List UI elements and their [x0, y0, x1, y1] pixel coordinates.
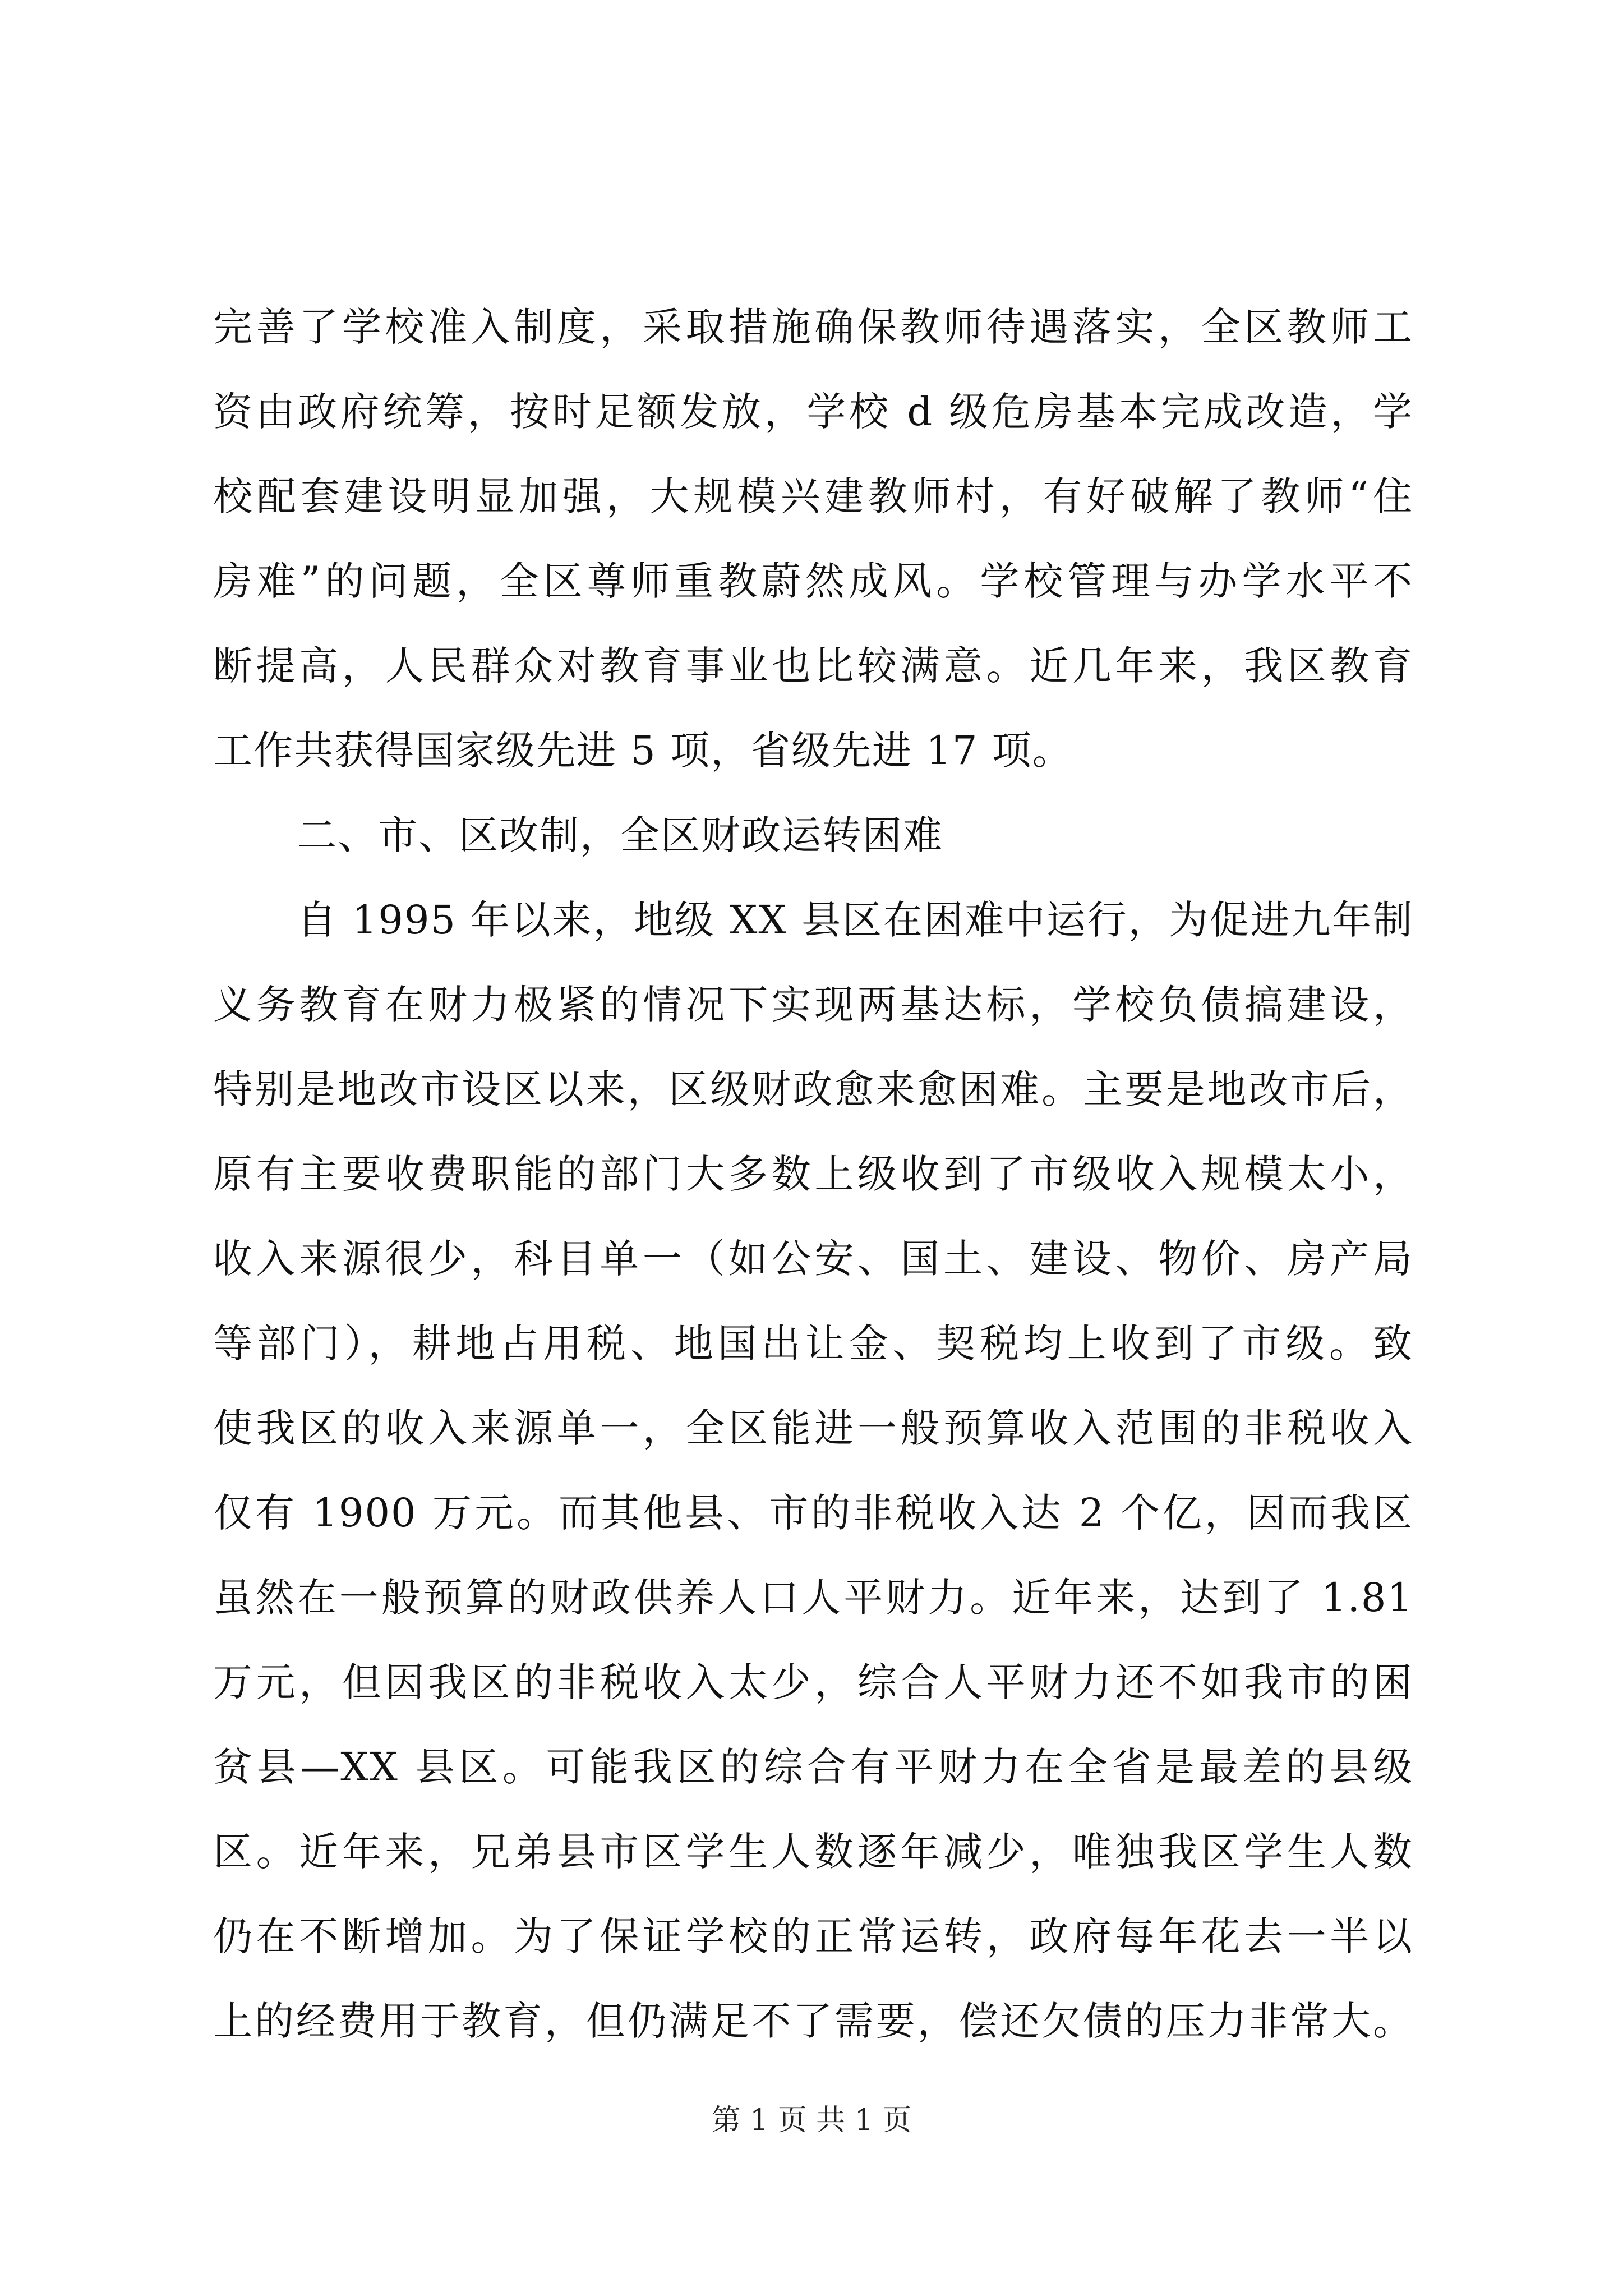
paragraph-line: 收入来源很少，科目单一（如公安、国土、建设、物价、房产局: [213, 1236, 1413, 1282]
paragraph-line: 贫县—XX 县区。可能我区的综合有平财力在全省是最差的县级: [213, 1744, 1413, 1790]
paragraph-line: 完善了学校准入制度，采取措施确保教师待遇落实，全区教师工: [213, 304, 1413, 350]
page-number-footer: 第 1 页 共 1 页: [711, 2104, 912, 2137]
section-heading: 二、市、区改制，全区财政运转困难: [297, 812, 943, 858]
paragraph-line: 原有主要收费职能的部门大多数上级收到了市级收入规模太小，: [213, 1151, 1413, 1197]
document-body: [213, 285, 1413, 2064]
paragraph-line: 工作共获得国家级先进 5 项，省级先进 17 项。: [213, 728, 1073, 774]
paragraph-line: 资由政府统筹，按时足额发放，学校 d 级危房基本完成改造，学: [213, 389, 1413, 435]
paragraph-line: 特别是地改市设区以来，区级财政愈来愈困难。主要是地改市后，: [213, 1066, 1413, 1112]
paragraph-line: 仍在不断增加。为了保证学校的正常运转，政府每年花去一半以: [213, 1913, 1413, 1959]
paragraph-line: 房难”的问题，全区尊师重教蔚然成风。学校管理与办学水平不: [213, 558, 1413, 604]
paragraph-line: 义务教育在财力极紧的情况下实现两基达标，学校负债搞建设，: [213, 982, 1413, 1028]
paragraph-line: 仅有 1900 万元。而其他县、市的非税收入达 2 个亿，因而我区: [213, 1490, 1413, 1536]
paragraph-line: 万元，但因我区的非税收入太少，综合人平财力还不如我市的困: [213, 1659, 1413, 1705]
paragraph-line: 断提高，人民群众对教育事业也比较满意。近几年来，我区教育: [213, 643, 1413, 689]
paragraph-line: 区。近年来，兄弟县市区学生人数逐年减少，唯独我区学生人数: [213, 1829, 1413, 1875]
paragraph-line: 校配套建设明显加强，大规模兴建教师村，有好破解了教师“住: [213, 473, 1413, 519]
paragraph-line: 上的经费用于教育，但仍满足不了需要，偿还欠债的压力非常大。: [213, 1998, 1413, 2044]
paragraph-line: 使我区的收入来源单一，全区能进一般预算收入范围的非税收入: [213, 1405, 1413, 1451]
paragraph-line: 等部门），耕地占用税、地国出让金、契税均上收到了市级。致: [213, 1320, 1413, 1366]
paragraph-line: 虽然在一般预算的财政供养人口人平财力。近年来，达到了 1.81: [213, 1575, 1413, 1621]
paragraph-line: 自 1995 年以来，地级 XX 县区在困难中运行，为促进九年制: [297, 897, 1413, 943]
